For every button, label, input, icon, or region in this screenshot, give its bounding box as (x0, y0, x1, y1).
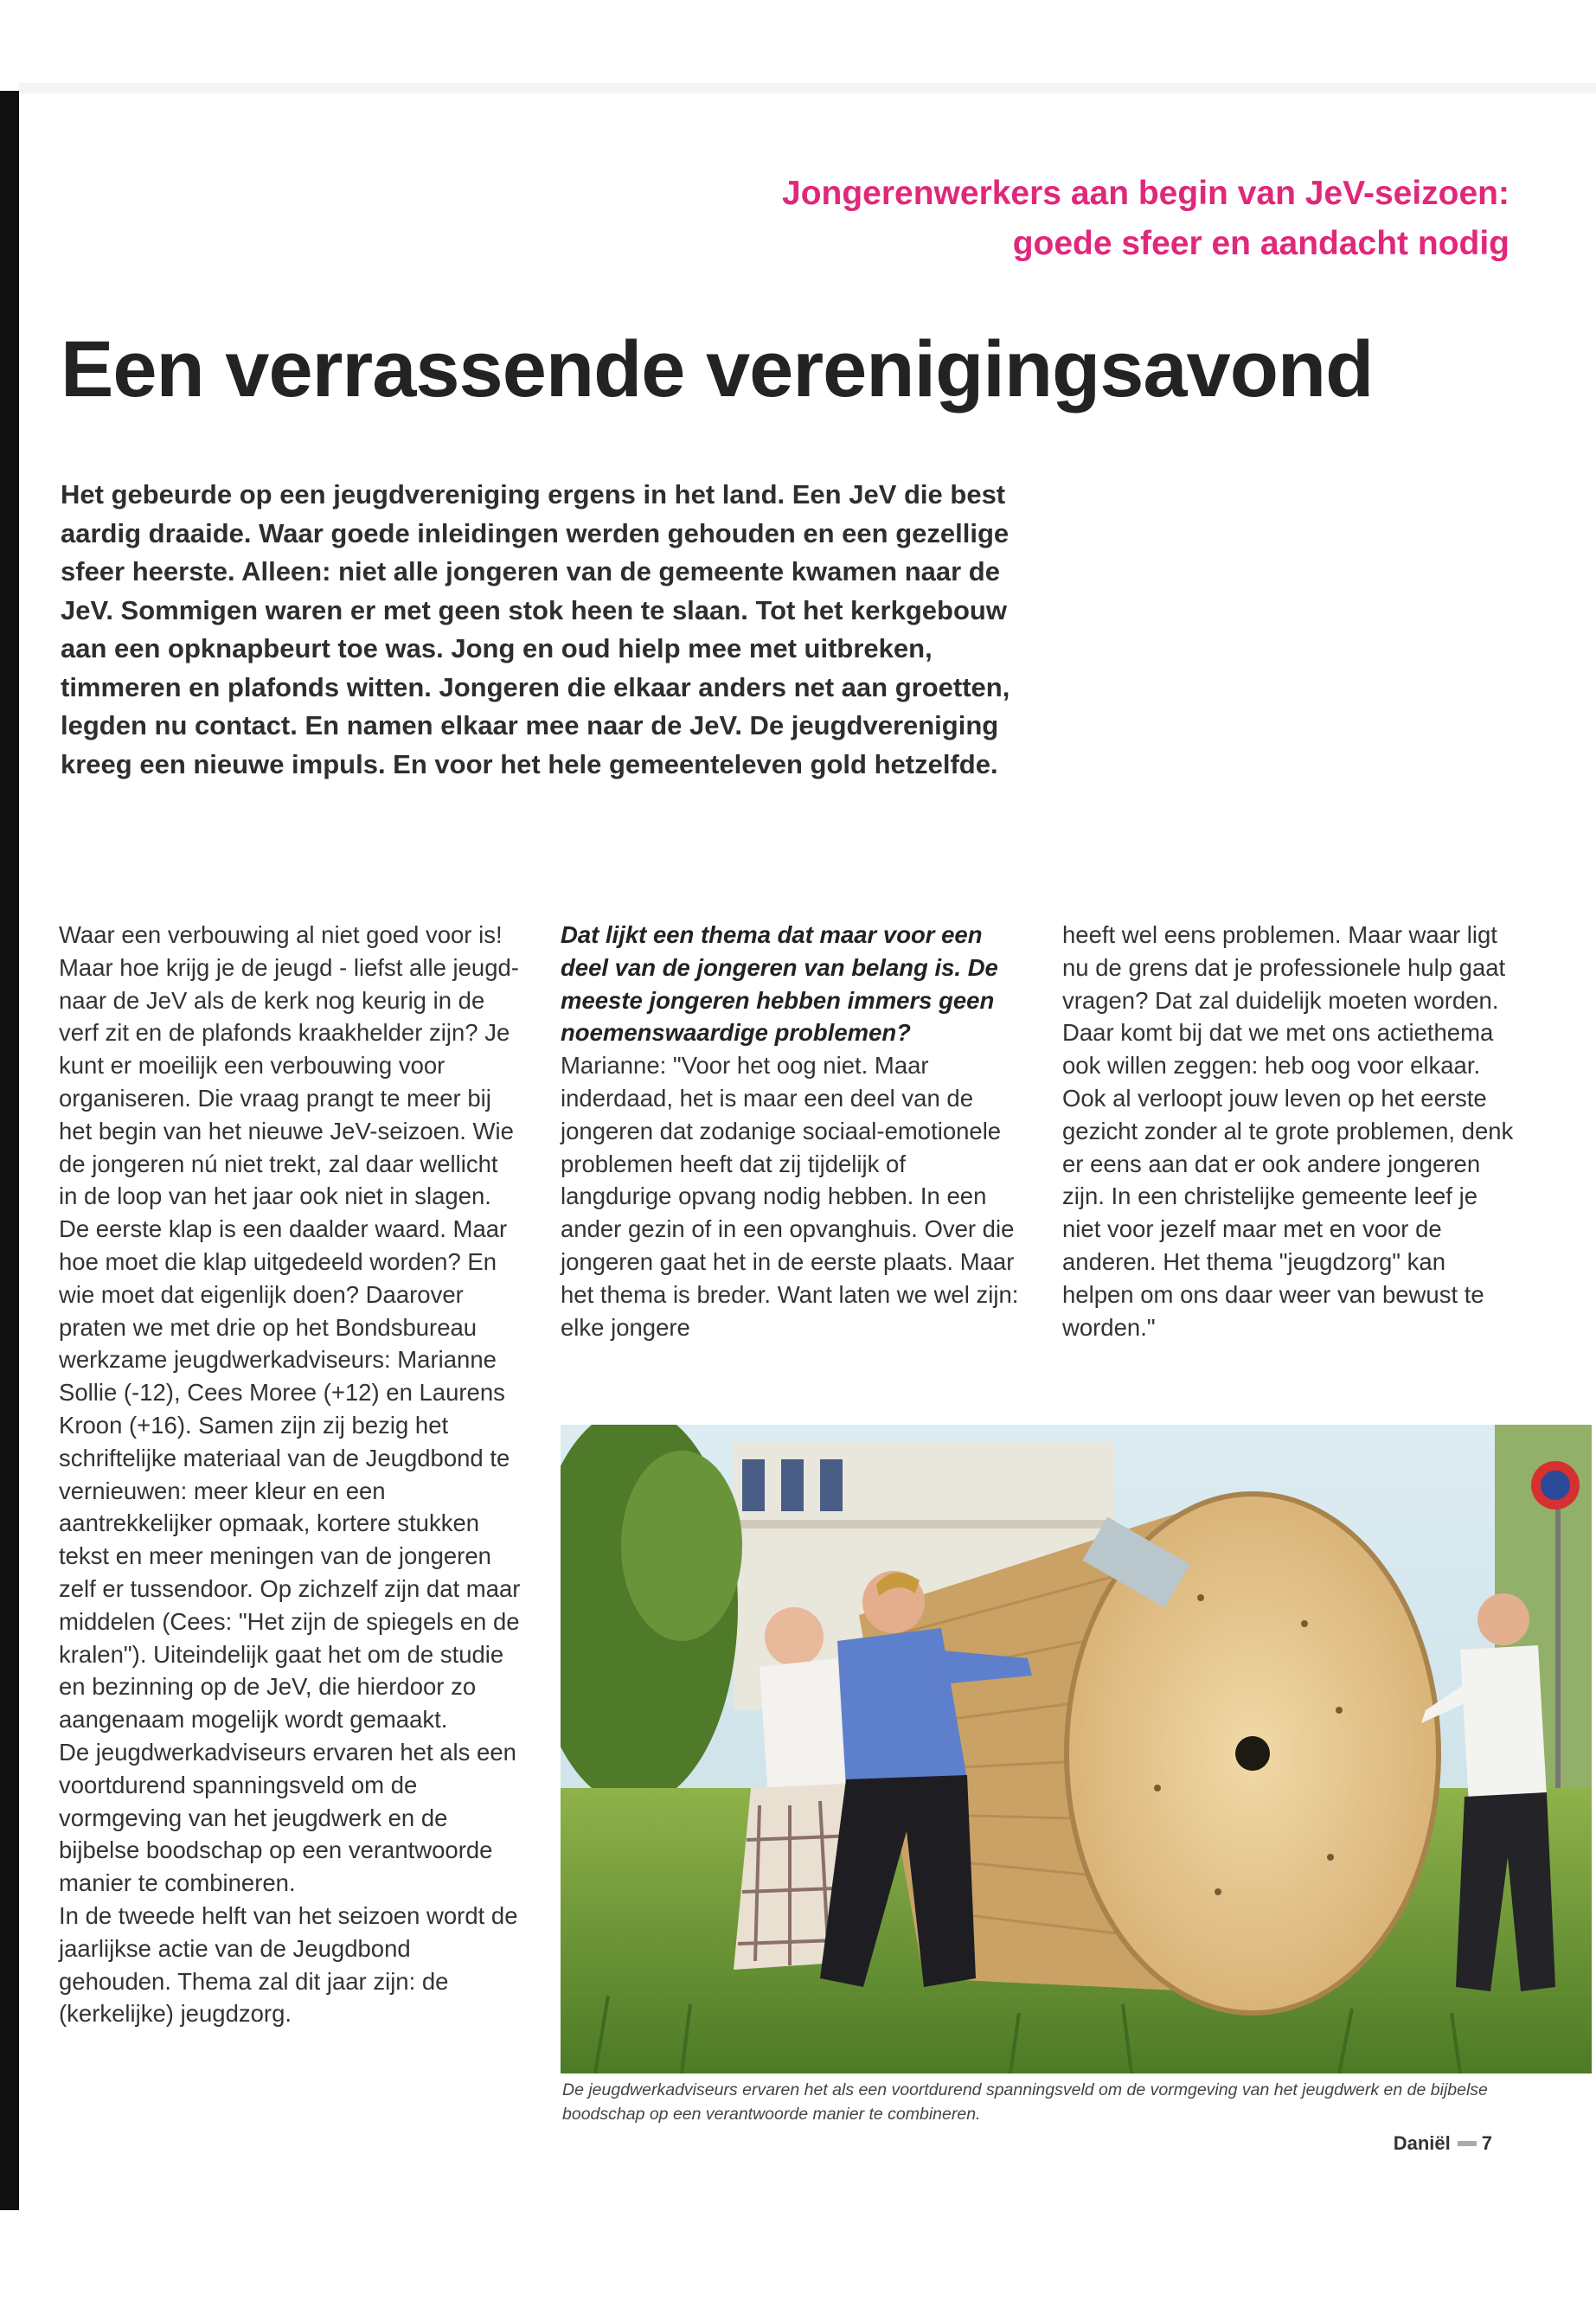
headline: Een verrassende verenigingsavond (61, 325, 1374, 413)
column-3-paragraph-1: heeft wel eens problemen. Maar waar ligt nu de grens dat je professionele hulp gaat vragen? Dat zal duidelijk moeten worden. (1062, 921, 1506, 1014)
kicker-line-1: Jongerenwerkers aan begin van JeV-seizoen: (782, 175, 1509, 212)
column-3-paragraph-2: Daar komt bij dat we met ons actiethema ook willen zeggen: heb oog voor elkaar. Ook al verloopt jouw leven op het eerste gezicht zonder al te grote problemen, denk er eens aan dat er ook andere jongeren zijn. In een christelijke gemeente leef je niet voor jezelf maar met en voor de anderen. Het thema "jeugdzorg" kan helpen om ons daar weer van bewust te worden." (1062, 1019, 1514, 1341)
footer-dash (1458, 2141, 1477, 2146)
column-2 (561, 919, 1023, 1343)
kicker (558, 169, 1509, 269)
column-1-paragraph-2: De jeugdwerkadviseurs ervaren het als een voortdurend spanningsveld om de vormgeving van het jeugdwerk en de bijbelse boodschap op een verantwoorde manier te combineren. (59, 1738, 516, 1897)
left-edge-bar (0, 91, 19, 2210)
page-number: 7 (1481, 2132, 1492, 2154)
column-1-paragraph-3: In de tweede helft van het seizoen wordt de jaarlijkse actie van de Jeugdbond gehouden. Thema zal dit jaar zijn: de (kerkelijke) jeugdzorg. (59, 1901, 518, 2028)
interview-answer: Marianne: "Voor het oog niet. Maar inderdaad, het is maar een deel van de jongeren dat zodanige sociaal-emotionele problemen heeft dat zij tijdelijk of langdurige opvang nodig hebben. In een ander gezin of in een opvanghuis. Over die jongeren gaat het in de eerste plaats. Maar het thema is breder. Want laten we wel zijn: elke jongere (561, 1052, 1019, 1341)
column-1-paragraph-1: Waar een verbouwing al niet goed voor is! Maar hoe krijg je de jeugd - liefst alle jeugd- naar de JeV als de kerk nog keurig in de verf zit en de plafonds kraakhelder zijn? Je kunt er moeilijk een verbouwing voor organiseren. Die vraag prangt te meer bij het begin van het nieuwe JeV-seizoen. Wie de jongeren nú niet trekt, zal daar wellicht in de loop van het jaar ook niet in slagen. De eerste klap is een daalder waard. Maar hoe moet die klap uitgedeeld worden? En wie moet dat eigenlijk doen? Daarover praten we met drie op het Bondsbureau werkzame jeugdwerkadviseurs: Marianne Sollie (-12), Cees Moree (+12) en Laurens Kroon (+16). Samen zijn zij bezig het schriftelijke materiaal van de Jeugdbond te vernieuwen: meer kleur en een aantrekkelijker opmaak, kortere stukken tekst en meer meningen van de jongeren zelf er tussendoor. Op zichzelf zijn dat maar middelen (Cees: "Het zijn de spiegels en de kralen"). Uiteindelijk gaat het om de studie en bezinning op de JeV, die hierdoor zo aangenaam mogelijk wordt gemaakt. (59, 921, 521, 1734)
column-3 (1062, 919, 1521, 1343)
photo-caption: De jeugdwerkadviseurs ervaren het als een voortdurend spanningsveld om de vormgeving van het jeugdwerk en de bijbelse boodschap op een verantwoorde manier te combineren. (562, 2080, 1488, 2124)
page-footer (1394, 2132, 1492, 2155)
column-1 (59, 919, 522, 2030)
magazine-name: Daniël (1393, 2132, 1451, 2154)
intro-paragraph: Het gebeurde op een jeugdvereniging ergens in het land. Een JeV die best aardig draaide. Waar goede inleidingen werden gehouden en een gezellige sfeer heerste. Alleen: niet alle jongeren van de gemeente kwamen naar de JeV. Sommigen waren er met geen stok heen te slaan. Tot het kerkgebouw aan een opknapbeurt toe was. Jong en oud hielp mee met uitbreken, timmeren en plafonds witten. Jongeren die elkaar anders net aan groetten, legden nu contact. En namen elkaar mee naar de JeV. De jeugdvereniging kreeg een nieuwe impuls. En voor het hele gemeenteleven gold hetzelfde. (61, 479, 1010, 779)
interview-question: Dat lijkt een thema dat maar voor een deel van de jongeren van belang is. De meeste jongeren hebben immers geen noemenswaardige problemen? (561, 921, 998, 1047)
top-edge-strip (19, 83, 1596, 93)
kicker-line-2: goede sfeer en aandacht nodig (1012, 225, 1509, 262)
photo-illustration (561, 1425, 1592, 2073)
photo-cable-reel (561, 1425, 1592, 2073)
